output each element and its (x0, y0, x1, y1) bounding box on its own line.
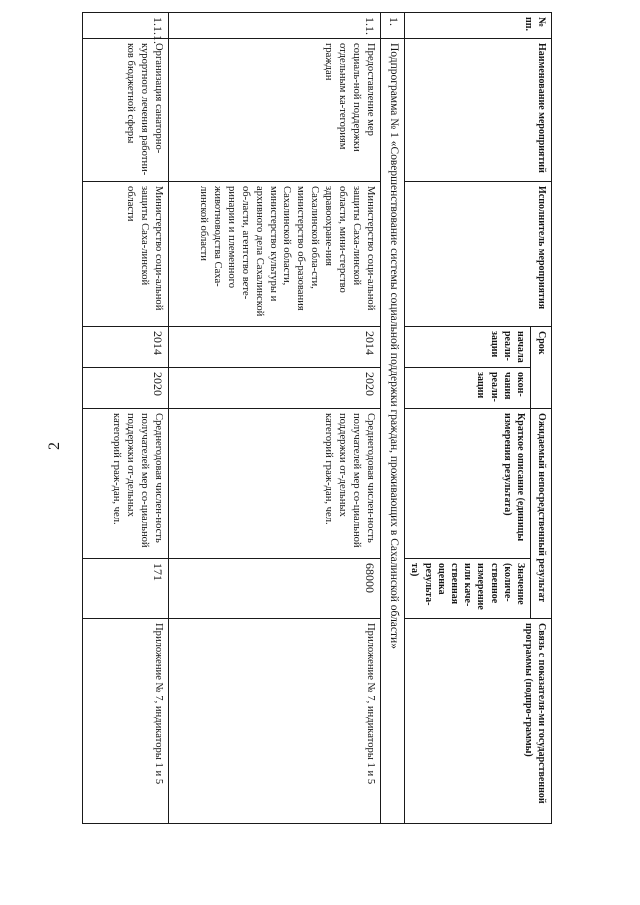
header-link: Связь с показателя-ми государственной программы (подпро-граммы) (405, 619, 552, 824)
row-start-year: 2014 (169, 327, 381, 368)
subprogram-row (381, 13, 405, 824)
row-name: Организация санаторно-курортного лечения работни-ков бюджетной сферы (83, 39, 169, 182)
subprogram-title: Подпрограмма № 1 «Совершенствование системы социальной поддержки граждан, проживающих в Сахалинской области» (381, 39, 405, 824)
row-executor: Министерство соци-альной защиты Саха-линской области, мини-стерство здравоохране-ния Сахалинской обла-сти, министерство об-разования Сахалинской области, министерство культуры и архивного дела Сахалинской об-ласти, агентство вете-ринарии и племенного животноводства Саха-линской области (169, 182, 381, 327)
subprogram-num: 1. (381, 13, 405, 39)
header-result: Ожидаемый непосредственный результат (531, 409, 552, 619)
table-row (169, 13, 381, 824)
table-row (83, 13, 169, 824)
header-executor: Исполнитель мероприятия (405, 182, 552, 327)
row-num: 1.1. (169, 13, 381, 39)
header-num: № пп. (405, 13, 552, 39)
header-name: Наименование мероприятий (405, 39, 552, 182)
header-result-value: Значение (количе-ственное измерение или каче-ственная оценка результа-та) (405, 559, 531, 619)
row-result-desc: Среднегодовая числен-ность получателей мер со-циальной поддержки от-дельных категорий граж-дан, чел. (83, 409, 169, 559)
header-term-end: окон-чания реали-зации (405, 368, 531, 409)
row-start-year: 2014 (83, 327, 169, 368)
row-name: Предоставление мер социаль-ной поддержки отдельным ка-тегориям граждан (169, 39, 381, 182)
measures-table (82, 12, 552, 824)
row-num: 1.1.1. (83, 13, 169, 39)
row-result-value: 68000 (169, 559, 381, 619)
header-term-start: начала реали-зации (405, 327, 531, 368)
row-end-year: 2020 (83, 368, 169, 409)
row-end-year: 2020 (169, 368, 381, 409)
row-result-desc: Среднегодовая числен-ность получателей мер со-циальной поддержки от-дельных категорий граж-дан, чел. (169, 409, 381, 559)
header-term: Срок (531, 327, 552, 409)
row-result-value: 171 (83, 559, 169, 619)
header-result-desc: Краткое описание (единицы измерения результата) (405, 409, 531, 559)
rotated-table-area (88, 12, 552, 823)
row-link: Приложение № 7, индикаторы 1 и 5 (169, 619, 381, 824)
row-executor: Министерство соци-альной защиты Саха-линской области (83, 182, 169, 327)
row-link: Приложение № 7, индикаторы 1 и 5 (83, 619, 169, 824)
page-number: 2 (46, 442, 63, 450)
